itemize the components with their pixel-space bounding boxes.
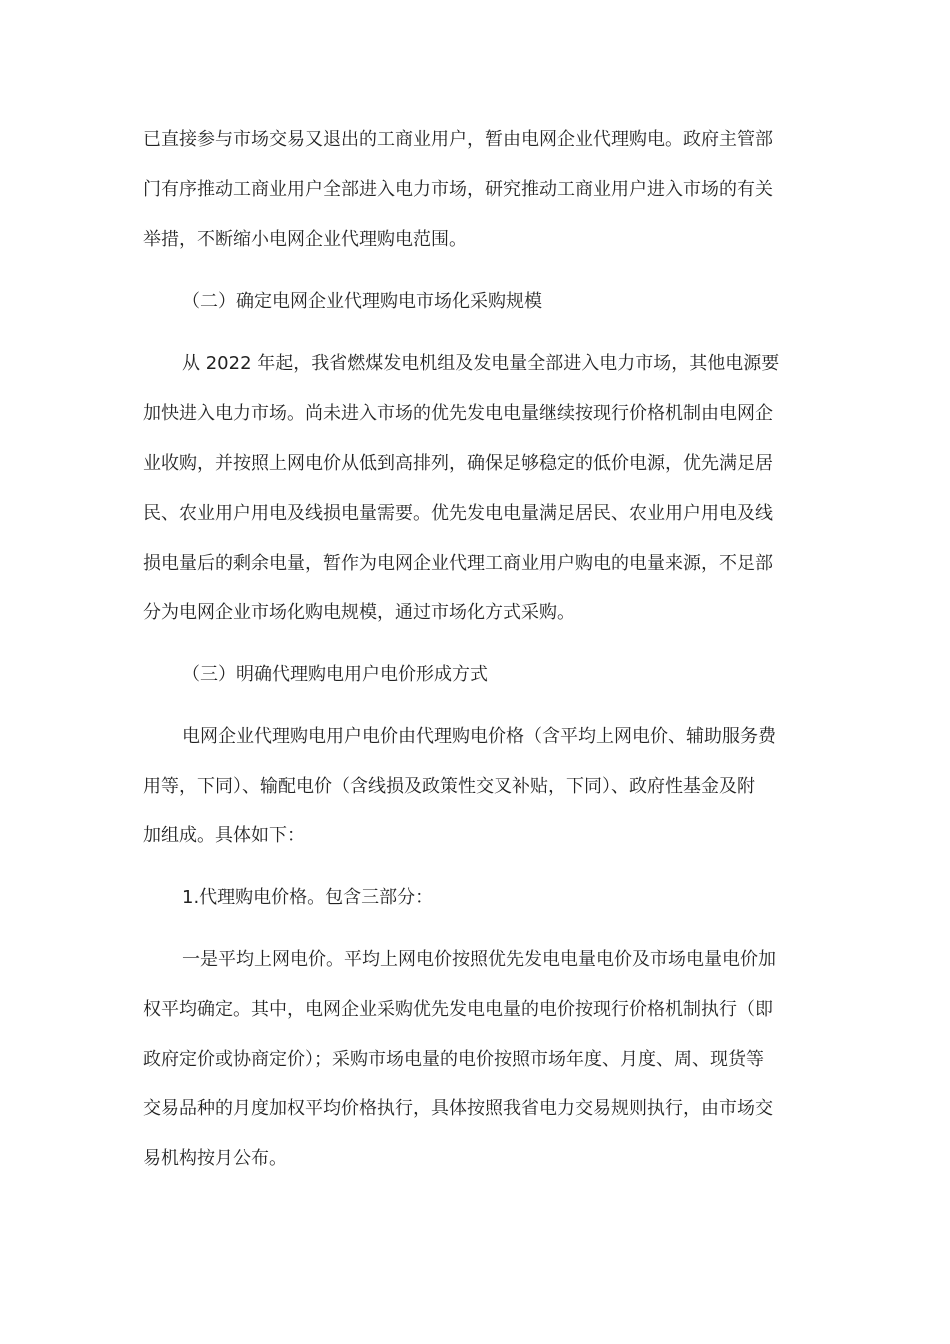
text-line: 已直接参与市场交易又退出的工商业用户，暂由电网企业代理购电。政府主管部 — [143, 129, 773, 150]
text-line: 权平均确定。其中，电网企业采购优先发电电量的电价按现行价格机制执行（即 — [143, 999, 773, 1020]
text-line: 民、农业用户用电及线损电量需要。优先发电电量满足居民、农业用户用电及线 — [143, 503, 773, 524]
text-line: 用等，下同）、输配电价（含线损及政策性交叉补贴，下同）、政府性基金及附 — [143, 776, 755, 797]
text-line: 业收购，并按照上网电价从低到高排列，确保足够稳定的低价电源，优先满足居 — [143, 453, 773, 474]
heading-text: （二）确定电网企业代理购电市场化采购规模 — [182, 291, 542, 312]
text-line: 1.代理购电价格。包含三部分： — [182, 887, 434, 908]
text-line: 交易品种的月度加权平均价格执行，具体按照我省电力交易规则执行，由市场交 — [143, 1098, 773, 1119]
text-line: 电网企业代理购电用户电价由代理购电价格（含平均上网电价、辅助服务费 — [182, 726, 776, 747]
text-line: 一是平均上网电价。平均上网电价按照优先发电电量电价及市场电量电价加 — [182, 949, 776, 970]
text-line: 损电量后的剩余电量，暂作为电网企业代理工商业用户购电的电量来源，不足部 — [143, 553, 773, 574]
text-line: 加快进入电力市场。尚未进入市场的优先发电电量继续按现行价格机制由电网企 — [143, 403, 773, 424]
text-line: 从 2022 年起，我省燃煤发电机组及发电量全部进入电力市场，其他电源要 — [182, 353, 780, 374]
text-line: 易机构按月公布。 — [143, 1148, 287, 1169]
text-line: 举措，不断缩小电网企业代理购电范围。 — [143, 229, 467, 250]
text-line: 加组成。具体如下： — [143, 825, 305, 846]
text-line: 门有序推动工商业用户全部进入电力市场，研究推动工商业用户进入市场的有关 — [143, 179, 773, 200]
text-line: 政府定价或协商定价）；采购市场电量的电价按照市场年度、月度、周、现货等 — [143, 1049, 764, 1070]
text-line: 分为电网企业市场化购电规模，通过市场化方式采购。 — [143, 602, 575, 623]
heading-text: （三）明确代理购电用户电价形成方式 — [182, 664, 488, 685]
